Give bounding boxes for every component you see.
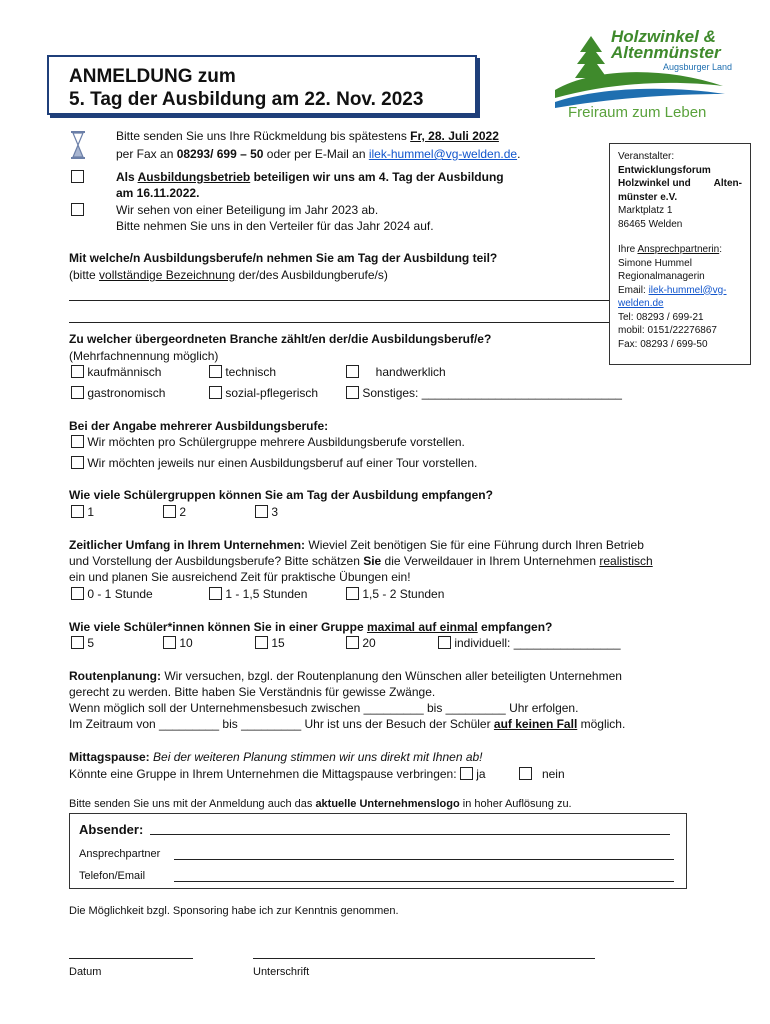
q-size-underlined: maximal auf einmal [366,620,478,634]
sender-contact-label: Ansprechpartner [79,848,161,860]
deadline-date: Fr, 28. Juli 2022 [410,129,499,143]
checkbox[interactable] [163,505,176,518]
option-label: 2 [179,505,187,519]
routing-text4a[interactable]: Im Zeitraum von _________ bis _________ Uhr ist uns der Besuch der Schüler [69,717,494,731]
email-link[interactable]: ilek-hummel@vg-welden.de [368,147,518,161]
signature-input-line[interactable] [253,958,595,959]
option-label: Sonstiges: ______________________________ [362,386,622,400]
contact-role: Regionalmanagerin [618,271,705,282]
contact-email [618,284,742,298]
opt1-underlined: Ausbildungsbetrieb [137,170,251,184]
sponsoring-note: Die Möglichkeit bzgl. Sponsoring habe ich zur Kenntnis genommen. [69,905,399,917]
checkbox[interactable] [255,636,268,649]
checkbox[interactable] [255,505,268,518]
organizer-label: Veranstalter: [618,151,675,162]
sender-phone-label: Telefon/Email [79,870,146,882]
lunch-note-text: Bei der weiteren Planung stimmen wir uns direkt mit Ihnen ab! [149,750,483,764]
contact-mobil: mobil: 0151/22276867 [618,325,717,336]
branch-option-technisch[interactable] [209,364,276,380]
lunch-note [69,749,483,765]
organizer-box [609,143,751,365]
checkbox[interactable] [71,365,84,378]
option-label: sozial-pflegerisch [225,386,319,400]
q-size [69,619,552,635]
organizer-name2 [618,177,742,191]
q-professions-hint [69,267,388,283]
hint-rest: der/des Ausbildungberufe/s) [235,268,388,282]
option-label: 3 [271,505,279,519]
option-label: 5 [87,636,95,650]
contact-tel: Tel: 08293 / 699-21 [618,311,704,323]
opt2-line1: Wir sehen von einer Beteiligung im Jahr 2023 ab. [116,203,379,217]
option-label: handwerklich [375,365,446,379]
size-option-5[interactable] [71,635,94,651]
contact-email-link2[interactable]: welden.de [618,298,664,309]
lunch-question-text: Könnte eine Gruppe in Ihrem Unternehmen die Mittagspause verbringen: [69,767,457,781]
opt1-line2: am 16.11.2022. [116,186,200,200]
professions-input-line1[interactable] [69,300,609,301]
fax-number: 08293/ 699 – 50 [176,147,264,161]
participation-opt2 [116,202,434,234]
checkbox-keine-beteiligung[interactable] [71,203,84,216]
participation-opt1 [116,169,504,201]
checkbox[interactable] [209,386,222,399]
title-box [47,55,477,115]
checkbox-ausbildungsbetrieb[interactable] [71,170,84,183]
contact-heading [618,243,742,257]
branch-option-kaufmaennisch[interactable] [71,364,161,380]
logo-request-bold: aktuelle Unternehmenslogo [315,798,460,810]
q-time-text2a: und Vorstellung der Ausbildungsberufe? Bitte schätzen [69,554,364,568]
size-option-15[interactable] [255,635,285,651]
contact-person: Simone Hummel [618,257,692,269]
option-label: 0 - 1 Stunde [87,587,153,601]
option-label: kaufmännisch [87,365,162,379]
q-time [69,537,719,585]
hourglass-icon [70,131,86,164]
organizer-street: Marktplatz 1 [618,205,673,216]
logo-slogan: Freiraum zum Leben [568,104,707,121]
lunch-question [69,766,565,782]
option-label: Wir möchten pro Schülergruppe mehrere Ausbildungsberufe vorstellen. [87,435,465,449]
contact-prefix: Ihre [618,244,638,255]
contact-email-link1[interactable]: ilek-hummel@vg- [648,284,727,296]
routing-label: Routenplanung: [69,669,161,683]
checkbox-lunch-nein[interactable] [519,767,532,780]
q-time-text2d: realistisch [599,554,653,568]
q-size-prefix: Wie viele Schüler*innen können Sie in einer Gruppe [69,620,367,634]
sender-label: Absender: [79,822,144,837]
checkbox-lunch-ja[interactable] [460,767,473,780]
lunch-label: Mittagspause: [69,750,150,764]
checkbox[interactable] [438,636,451,649]
checkbox[interactable] [71,386,84,399]
option-label: 15 [271,636,285,650]
sender-phone-input[interactable] [174,881,674,882]
size-option-individuell[interactable] [438,635,621,651]
contact-fax: Fax: 08293 / 699-50 [618,338,708,350]
routing-text2: gerecht zu werden. Bitte haben Sie Verständnis für gewisse Zwänge. [69,685,436,699]
date-input-line[interactable] [69,958,193,959]
checkbox[interactable] [346,636,359,649]
opt1-prefix: Als [116,170,138,184]
size-option-10[interactable] [163,635,193,651]
option-label: 1,5 - 2 Stunden [362,587,445,601]
multi-option1[interactable] [71,434,465,450]
logo [553,28,758,123]
routing-text4b: auf keinen Fall [493,717,578,731]
multi-option2[interactable] [71,455,477,471]
logo-region: Augsburger Land [663,62,733,72]
sender-contact-input[interactable] [174,859,674,860]
intro-end: . [517,147,521,161]
logo-request-suffix: in hoher Auflösung zu. [459,798,572,810]
routing-text4c: möglich. [577,717,626,731]
q-time-text1: Wieviel Zeit benötigen Sie für eine Führung durch Ihren Betrieb [305,538,644,552]
logo-request [69,797,572,811]
intro-line2 [116,146,520,162]
q-time-text2c: die Verweildauer in Ihrem Unternehmen [381,554,600,568]
lunch-yes-label: ja [476,767,486,781]
title-line2: 5. Tag der Ausbildung am 22. Nov. 2023 [69,89,424,110]
professions-input-line2[interactable] [69,322,609,323]
logo-request-prefix: Bitte senden Sie uns mit der Anmeldung auch das [69,798,316,810]
logo-line2: Altenmünster [611,43,721,62]
contact-label: Ansprechpartnerin [637,244,720,255]
date-label: Datum [69,966,102,978]
organizer-city: 86465 Welden [618,218,683,230]
option-label: technisch [225,365,277,379]
lunch-no-label: nein [541,767,565,781]
contact-suffix: : [719,244,722,255]
organizer-name3: münster e.V. [618,191,678,203]
hint-prefix: (bitte [69,268,100,282]
hint-underlined: vollständige Bezeichnung [99,268,236,282]
checkbox[interactable] [346,365,359,378]
routing-text3[interactable]: Wenn möglich soll der Unternehmensbesuch zwischen _________ bis _________ Uhr erfolgen. [69,701,579,715]
intro-text: Bitte senden Sie uns Ihre Rückmeldung bis spätestens [116,129,411,143]
q-groups: Wie viele Schülergruppen können Sie am Tag der Ausbildung empfangen? [69,488,493,502]
option-label: 1 - 1,5 Stunden [225,587,308,601]
option-label: 1 [87,505,95,519]
intro-mid: oder per E-Mail an [263,147,369,161]
checkbox[interactable] [209,365,222,378]
q-time-text3: ein und planen Sie ausreichend Zeit für praktische Übungen ein! [69,570,411,584]
checkbox[interactable] [163,636,176,649]
q-professions: Mit welche/n Ausbildungsberufe/n nehmen Sie am Tag der Ausbildung teil? [69,251,498,265]
checkbox[interactable] [71,636,84,649]
option-label: individuell: ________________ [454,636,621,650]
groups-option-3[interactable] [255,504,278,520]
logo-line1: Holzwinkel & [611,27,716,46]
q-multi: Bei der Angabe mehrerer Ausbildungsberufe: [69,419,329,433]
routing-text1: Wir versuchen, bzgl. der Routenplanung den Wünschen aller beteiligten Unternehmen [160,669,622,683]
checkbox[interactable] [346,587,359,600]
email-label: Email: [618,284,649,296]
checkbox[interactable] [209,587,222,600]
title-line1: ANMELDUNG zum [69,66,236,87]
routing [69,668,729,732]
opt2-line2: Bitte nehmen Sie uns in den Verteiler für das Jahr 2024 auf. [116,219,434,233]
size-option-20[interactable] [346,635,376,651]
branch-option-gastronomisch[interactable] [71,385,165,401]
sender-box [69,813,687,889]
checkbox[interactable] [71,505,84,518]
option-label: gastronomisch [87,386,166,400]
checkbox[interactable] [71,435,84,448]
organizer-name2b: Alten- [713,178,742,189]
branch-option-sonstiges[interactable] [346,385,622,401]
option-label: Wir möchten jeweils nur einen Ausbildungsberuf auf einer Tour vorstellen. [87,456,478,470]
branch-option-sozial[interactable] [209,385,318,401]
option-label: 20 [362,636,376,650]
sender-input[interactable] [150,834,670,835]
organizer-name2a: Holzwinkel und [618,178,691,189]
groups-option-2[interactable] [163,504,186,520]
intro-line1 [116,128,499,144]
q-size-suffix: empfangen? [477,620,553,634]
option-label: 10 [179,636,193,650]
q-branch-hint: (Mehrfachnennung möglich) [69,349,219,363]
q-time-label: Zeitlicher Umfang in Ihrem Unternehmen: [69,538,306,552]
organizer-name1: Entwicklungsforum [618,164,711,176]
q-branch: Zu welcher übergeordneten Branche zählt/en der/die Ausbildungsberuf/e? [69,332,492,346]
checkbox[interactable] [71,456,84,469]
groups-option-1[interactable] [71,504,94,520]
time-option-2[interactable] [209,586,307,602]
time-option-3[interactable] [346,586,444,602]
time-option-1[interactable] [71,586,153,602]
q-time-text2b: Sie [363,554,382,568]
intro-fax-prefix: per Fax an [116,147,177,161]
checkbox[interactable] [346,386,359,399]
opt1-rest: beteiligen wir uns am 4. Tag der Ausbildung [250,170,504,184]
branch-option-handwerklich[interactable] [346,364,446,380]
checkbox[interactable] [71,587,84,600]
signature-label: Unterschrift [253,966,310,978]
